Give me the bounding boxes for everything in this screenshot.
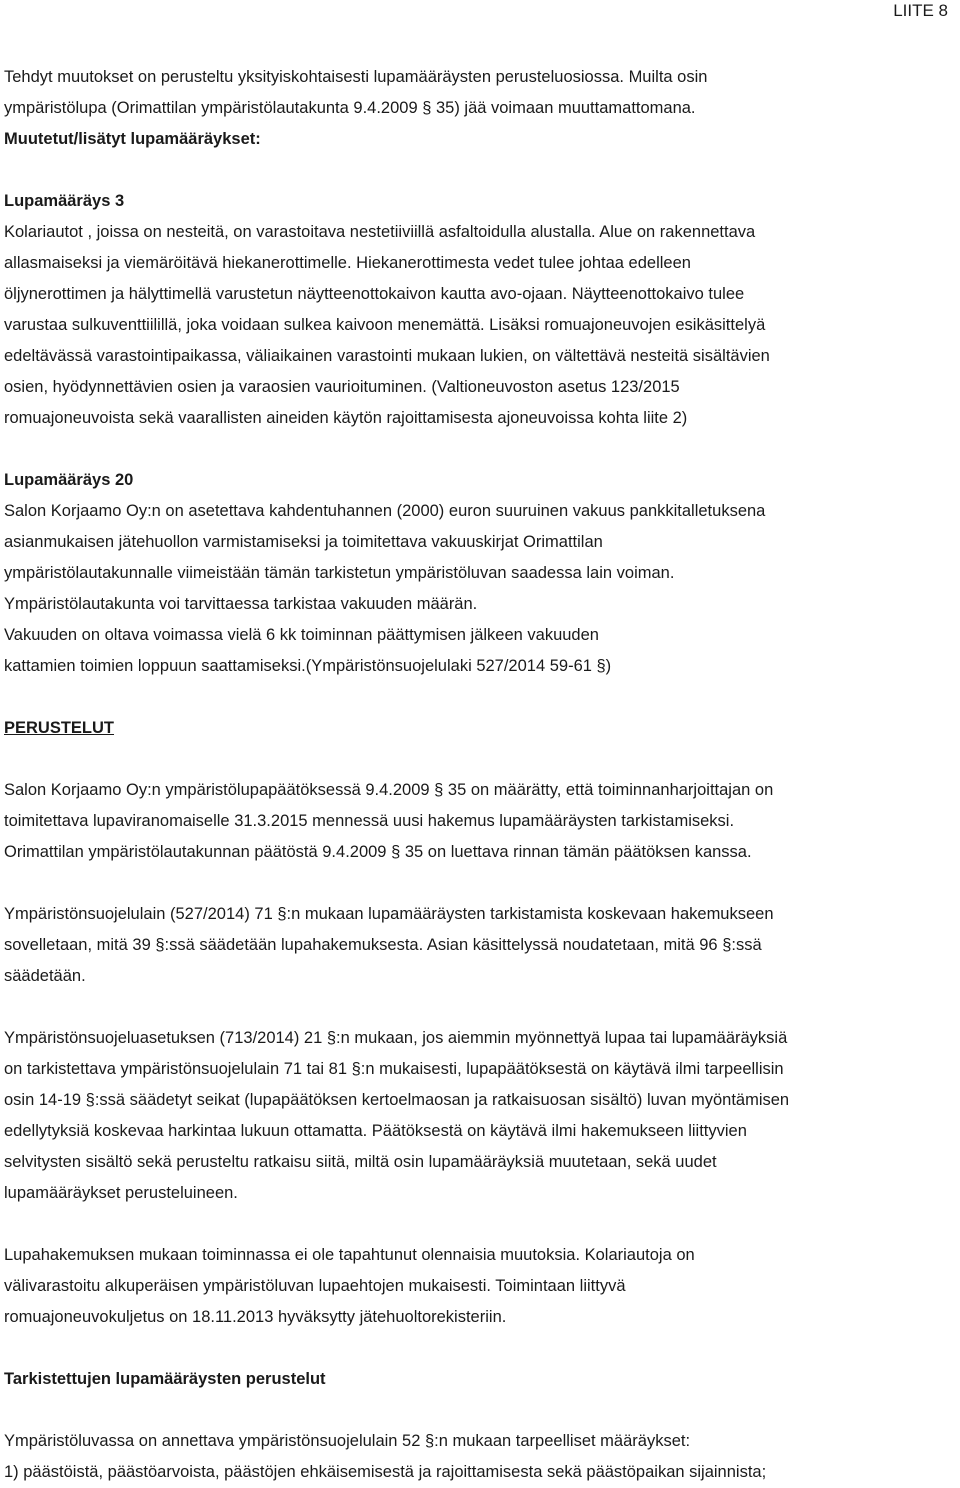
page-label: LIITE 8: [893, 1, 948, 20]
perustelut-paragraph-2-line: Ympäristönsuojelulain (527/2014) 71 §:n mukaan lupamääräysten tarkistamista koskevaan hakemukseen: [4, 905, 774, 923]
perustelut-paragraph-2-line: säädetään.: [4, 967, 86, 985]
regulation-20-line: ympäristölautakunnalle viimeistään tämän tarkistetun ympäristöluvan saadessa lain voiman.: [4, 564, 675, 582]
regulation-3-line: allasmaiseksi ja viemäröitävä hiekanerottimelle. Hiekanerottimesta vedet tulee johtaa edelleen: [4, 254, 691, 272]
document-body: [4, 62, 952, 1488]
intro-line: Tehdyt muutokset on perusteltu yksityiskohtaisesti lupamääräysten perusteluosiossa. Muilta osin: [4, 68, 708, 86]
regulation-20-line: kattamien toimien loppuun saattamiseksi.(Ympäristönsuojelulaki 527/2014 59-61 §): [4, 657, 612, 675]
perustelut-paragraph-4-line: Lupahakemuksen mukaan toiminnassa ei ole tapahtunut olennaisia muutoksia. Kolariautoja on: [4, 1246, 695, 1264]
tarkistettujen-heading: Tarkistettujen lupamääräysten perustelut: [4, 1370, 326, 1388]
perustelut-paragraph-3-line: Ympäristönsuojeluasetuksen (713/2014) 21 §:n mukaan, jos aiemmin myönnettyä lupaa tai lupamääräyksiä: [4, 1029, 788, 1047]
perustelut-paragraph-1-line: Orimattilan ympäristölautakunnan päätöstä 9.4.2009 § 35 on luettava rinnan tämän päätöksen kanssa.: [4, 843, 752, 861]
perustelut-heading: PERUSTELUT: [4, 719, 115, 737]
perustelut-paragraph-3-line: osin 14-19 §:ssä säädetyt seikat (lupapäätöksen kertoelmaosan ja ratkaisuosan sisältö) luvan myöntämisen: [4, 1091, 790, 1109]
regulation-3-line: öljynerottimen ja hälyttimellä varustetun näytteenottokaivon kautta avo-ojaan. Näytteenottokaivo tulee: [4, 285, 745, 303]
intro-line: ympäristölupa (Orimattilan ympäristölautakunta 9.4.2009 § 35) jää voimaan muuttamattomana.: [4, 99, 696, 117]
regulation-3-line: edeltävässä varastointipaikassa, väliaikainen varastointi mukaan lukien, on vältettävä nesteitä sisältävien: [4, 347, 770, 365]
tarkistettujen-line: Ympäristöluvassa on annettava ympäristönsuojelulain 52 §:n mukaan tarpeelliset määräykset:: [4, 1432, 691, 1450]
tarkistettujen-line: 1) päästöistä, päästöarvoista, päästöjen ehkäisemisestä ja rajoittamisesta sekä päästöpaikan sijainnista;: [4, 1463, 767, 1481]
regulation-20-line: Vakuuden on oltava voimassa vielä 6 kk toiminnan päättymisen jälkeen vakuuden: [4, 626, 599, 644]
regulation-3-line: romuajoneuvoista sekä vaarallisten aineiden käytön rajoittamisesta ajoneuvoissa kohta liite 2): [4, 409, 688, 427]
perustelut-paragraph-4-line: välivarastoitu alkuperäisen ympäristöluvan lupaehtojen mukaisesti. Toimintaan liittyvä: [4, 1277, 626, 1295]
perustelut-paragraph-3-line: edellytyksiä koskevaa harkintaa lukuun ottamatta. Päätöksestä on käytävä ilmi hakemukseen liittyvien: [4, 1122, 747, 1140]
regulation-3-line: varustaa sulkuventtiilillä, joka voidaan sulkea kaivoon menemättä. Lisäksi romuajoneuvojen esikäsittelyä: [4, 316, 766, 334]
perustelut-paragraph-3-line: lupamääräykset perusteluineen.: [4, 1184, 238, 1202]
regulation-3-line: osien, hyödynnettävien osien ja varaosien vaurioituminen. (Valtioneuvoston asetus 123/2015: [4, 378, 680, 396]
perustelut-paragraph-1-line: Salon Korjaamo Oy:n ympäristölupapäätöksessä 9.4.2009 § 35 on määrätty, että toiminnanharjoittajan on: [4, 781, 774, 799]
regulation-3-title: Lupamääräys 3: [4, 192, 125, 210]
perustelut-paragraph-1-line: toimitettava lupaviranomaiselle 31.3.2015 mennessä uusi hakemus lupamääräysten tarkistamiseksi.: [4, 812, 735, 830]
regulation-20-title: Lupamääräys 20: [4, 471, 134, 489]
perustelut-paragraph-3-line: on tarkistettava ympäristönsuojelulain 71 tai 81 §:n mukaisesti, lupapäätöksestä on käytävä ilmi tarpeellisin: [4, 1060, 784, 1078]
perustelut-paragraph-3-line: selvitysten sisältö sekä perusteltu ratkaisu siitä, miltä osin lupamääräyksiä muutetaan, sekä uudet: [4, 1153, 717, 1171]
regulation-20-line: asianmukaisen jätehuollon varmistamiseksi ja toimitettava vakuuskirjat Orimattilan: [4, 533, 603, 551]
perustelut-paragraph-4-line: romuajoneuvokuljetus on 18.11.2013 hyväksytty jätehuoltorekisteriin.: [4, 1308, 507, 1326]
changed-regulations-heading: Muutetut/lisätyt lupamääräykset:: [4, 130, 261, 148]
regulation-20-line: Salon Korjaamo Oy:n on asetettava kahdentuhannen (2000) euron suuruinen vakuus pankkitalletuksena: [4, 502, 766, 520]
perustelut-paragraph-2-line: sovelletaan, mitä 39 §:ssä säädetään lupahakemuksesta. Asian käsittelyssä noudatetaan, mitä 96 §:ssä: [4, 936, 762, 954]
regulation-20-line: Ympäristölautakunta voi tarvittaessa tarkistaa vakuuden määrän.: [4, 595, 478, 613]
regulation-3-line: Kolariautot , joissa on nesteitä, on varastoitava nestetiiviillä asfaltoidulla alustalla. Alue on rakennettava: [4, 223, 756, 241]
